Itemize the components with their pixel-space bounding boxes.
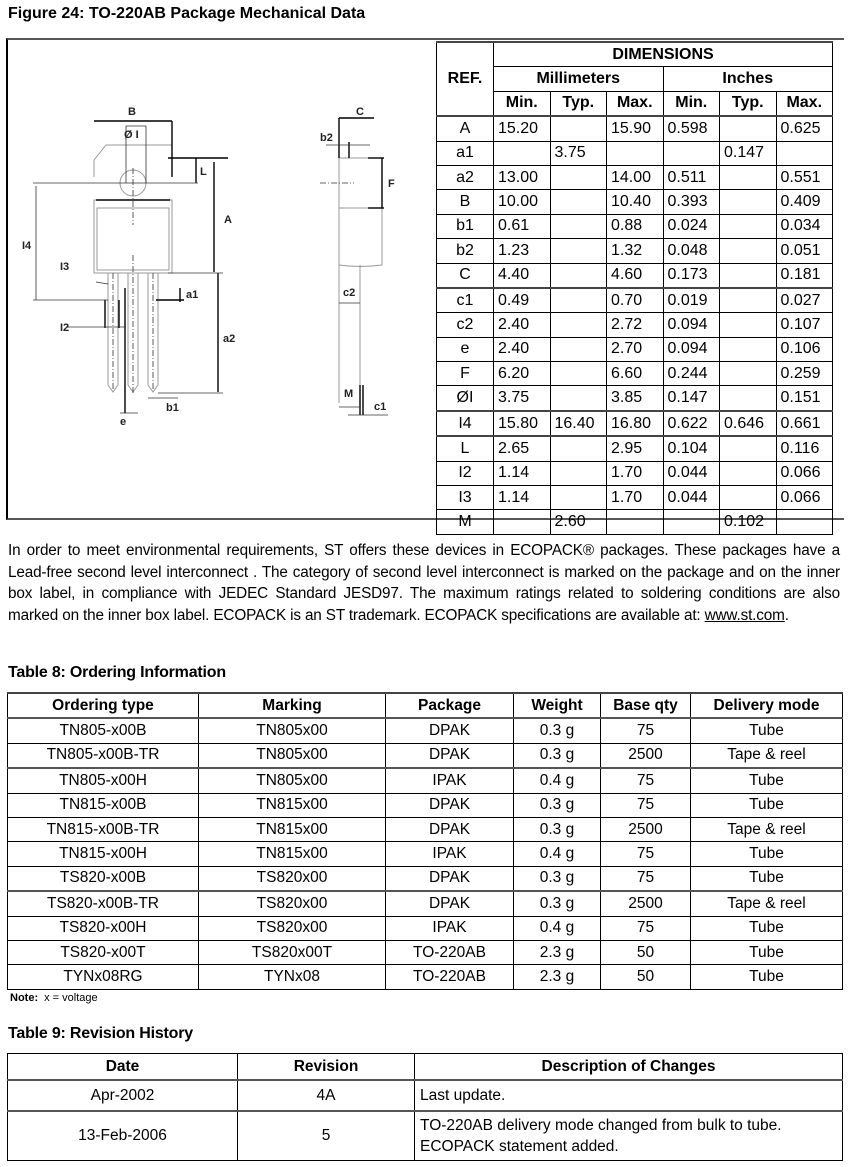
revision-number: 5	[238, 1111, 415, 1161]
dimension-row	[437, 337, 833, 361]
cell-delivery-mode: Tape & reel	[691, 817, 843, 841]
dimension-row	[437, 165, 833, 189]
cell-weight: 0.4 g	[514, 768, 601, 793]
cell-weight: 0.4 g	[514, 842, 601, 866]
dimension-ref: L	[437, 436, 494, 461]
dimension-ref: b1	[437, 214, 494, 238]
dimension-ref: c1	[437, 288, 494, 313]
ecopack-text-end: .	[784, 606, 789, 624]
description-line: TO-220AB delivery mode changed from bulk to tube.	[420, 1117, 782, 1134]
dimension-ref: C	[437, 263, 494, 288]
col-description: Description of Changes	[415, 1054, 843, 1081]
dimension-mm-min: 2.65	[494, 436, 551, 461]
dimension-ref: F	[437, 362, 494, 386]
figure-title: Figure 24: TO-220AB Package Mechanical Data	[8, 5, 366, 22]
revision-row	[8, 1080, 843, 1111]
dimension-in-typ: 0.102	[720, 510, 777, 534]
dimension-in-min: 0.598	[663, 116, 720, 141]
svg-text:a2: a2	[223, 333, 236, 345]
cell-delivery-mode: Tube	[691, 866, 843, 891]
cell-ordering-type: TYNx08RG	[8, 965, 199, 989]
note-text: x = voltage	[44, 992, 98, 1004]
dimension-in-typ	[720, 165, 777, 189]
dimension-row	[437, 190, 833, 214]
dimension-mm-min: 10.00	[494, 190, 551, 214]
dimension-mm-min: 2.40	[494, 337, 551, 361]
dimension-in-typ	[720, 362, 777, 386]
dimension-in-min: 0.048	[663, 239, 720, 263]
dimension-in-typ	[720, 214, 777, 238]
dimension-ref: M	[437, 510, 494, 534]
dimension-in-min: 0.094	[663, 337, 720, 361]
dimension-mm-typ: 16.40	[550, 411, 607, 436]
dimension-mm-max: 6.60	[607, 362, 664, 386]
dimension-in-max: 0.661	[776, 411, 833, 436]
dimension-mm-typ: 2.60	[550, 510, 607, 534]
dimension-row	[437, 288, 833, 313]
svg-text:A: A	[224, 214, 232, 226]
ecopack-text: In order to meet environmental requirements, ST offers these devices in ECOPACK® packages. These packages have a Lead-free second level interconnect . The category of second level interconnect is marked on the package and on the inner box label, in compliance with JEDEC Standard JESD97. The maximum ratings related to soldering conditions are also marked on the inner box label. ECOPACK is an ST trademark. ECOPACK specifications are available at:	[8, 542, 840, 624]
dimension-ref: I2	[437, 461, 494, 485]
dimension-mm-max: 15.90	[607, 116, 664, 141]
dimension-in-typ	[720, 461, 777, 485]
dimension-mm-min: 1.14	[494, 461, 551, 485]
cell-package: IPAK	[386, 842, 514, 866]
description-line: Last update.	[420, 1087, 506, 1104]
dimension-mm-min: 0.61	[494, 214, 551, 238]
dimension-mm-max: 4.60	[607, 263, 664, 288]
cell-base-qty: 50	[601, 940, 691, 964]
svg-text:e: e	[120, 416, 127, 428]
dimension-mm-min	[494, 510, 551, 534]
cell-ordering-type: TN815-x00B-TR	[8, 817, 199, 841]
dimension-in-max: 0.151	[776, 386, 833, 411]
dimension-ref: I4	[437, 411, 494, 436]
subheader-in-typ: Typ.	[720, 91, 777, 116]
dimension-mm-typ	[550, 190, 607, 214]
dimension-in-typ	[720, 486, 777, 510]
dimension-mm-max: 1.70	[607, 461, 664, 485]
dimension-mm-min	[494, 141, 551, 165]
col-weight: Weight	[514, 693, 601, 718]
cell-base-qty: 75	[601, 718, 691, 743]
dimension-in-min: 0.094	[663, 313, 720, 337]
dimension-in-typ	[720, 386, 777, 411]
dimension-in-min: 0.024	[663, 214, 720, 238]
cell-marking: TS820x00	[199, 891, 386, 916]
dimension-mm-max: 2.95	[607, 436, 664, 461]
header-millimeters: Millimeters	[494, 67, 664, 91]
svg-text:I3: I3	[60, 261, 70, 273]
dimension-in-max	[776, 141, 833, 165]
cell-marking: TN815x00	[199, 842, 386, 866]
dimension-in-max: 0.027	[776, 288, 833, 313]
svg-text:I4: I4	[22, 240, 32, 252]
cell-ordering-type: TS820-x00B-TR	[8, 891, 199, 916]
cell-ordering-type: TN815-x00H	[8, 842, 199, 866]
dimension-ref: I3	[437, 486, 494, 510]
cell-base-qty: 75	[601, 866, 691, 891]
dimension-in-max: 0.116	[776, 436, 833, 461]
subheader-in-min: Min.	[663, 91, 720, 116]
cell-ordering-type: TS820-x00B	[8, 866, 199, 891]
cell-base-qty: 75	[601, 842, 691, 866]
ordering-row	[8, 718, 843, 743]
dimension-mm-typ	[550, 386, 607, 411]
revision-body	[8, 1080, 843, 1161]
dimension-mm-min: 13.00	[494, 165, 551, 189]
dimension-in-typ	[720, 313, 777, 337]
dimension-in-min: 0.393	[663, 190, 720, 214]
label-OI: Ø I	[124, 129, 139, 141]
cell-weight: 0.3 g	[514, 866, 601, 891]
col-delivery-mode: Delivery mode	[691, 693, 843, 718]
dimension-mm-typ	[550, 313, 607, 337]
cell-package: IPAK	[386, 768, 514, 793]
ordering-row	[8, 842, 843, 866]
cell-marking: TN805x00	[199, 718, 386, 743]
ordering-row	[8, 743, 843, 768]
col-revision: Revision	[238, 1054, 415, 1081]
dimension-in-min: 0.622	[663, 411, 720, 436]
dimension-mm-max: 3.85	[607, 386, 664, 411]
dimension-mm-max: 0.88	[607, 214, 664, 238]
dimension-in-min: 0.044	[663, 486, 720, 510]
dimensions-table	[436, 41, 833, 535]
dimension-row	[437, 239, 833, 263]
dimension-in-max: 0.066	[776, 461, 833, 485]
dimension-in-max: 0.551	[776, 165, 833, 189]
cell-ordering-type: TS820-x00H	[8, 916, 199, 940]
cell-package: DPAK	[386, 817, 514, 841]
svg-text:I2: I2	[60, 322, 70, 334]
cell-package: IPAK	[386, 916, 514, 940]
dimension-in-max: 0.409	[776, 190, 833, 214]
col-date: Date	[8, 1054, 238, 1081]
svg-text:a1: a1	[186, 289, 199, 301]
subheader-mm-min: Min.	[494, 91, 551, 116]
dimension-ref: e	[437, 337, 494, 361]
dimension-mm-typ	[550, 288, 607, 313]
dimension-in-max: 0.181	[776, 263, 833, 288]
dimension-row	[437, 263, 833, 288]
dimension-ref: A	[437, 116, 494, 141]
dimension-in-min: 0.104	[663, 436, 720, 461]
subheader-mm-max: Max.	[607, 91, 664, 116]
dimension-row	[437, 510, 833, 534]
ordering-table	[7, 692, 843, 990]
dimension-mm-min: 15.80	[494, 411, 551, 436]
dimension-in-min	[663, 510, 720, 534]
subheader-mm-typ: Typ.	[550, 91, 607, 116]
ordering-row	[8, 793, 843, 817]
svg-text:F: F	[388, 178, 395, 190]
cell-base-qty: 2500	[601, 743, 691, 768]
revision-description	[415, 1080, 843, 1111]
dimension-mm-max: 14.00	[607, 165, 664, 189]
dimension-ref: a1	[437, 141, 494, 165]
ordering-row	[8, 817, 843, 841]
cell-delivery-mode: Tube	[691, 940, 843, 964]
ordering-table-title: Table 8: Ordering Information	[8, 664, 226, 681]
dimension-in-min: 0.511	[663, 165, 720, 189]
dimension-in-max: 0.034	[776, 214, 833, 238]
dimension-in-max: 0.107	[776, 313, 833, 337]
cell-base-qty: 75	[601, 768, 691, 793]
revision-date: 13-Feb-2006	[8, 1111, 238, 1161]
dimension-row	[437, 386, 833, 411]
cell-weight: 0.3 g	[514, 743, 601, 768]
cell-ordering-type: TN805-x00B	[8, 718, 199, 743]
dimension-mm-typ	[550, 362, 607, 386]
dimension-mm-max: 0.70	[607, 288, 664, 313]
dimension-mm-max: 2.70	[607, 337, 664, 361]
dimension-row	[437, 116, 833, 141]
cell-weight: 0.4 g	[514, 916, 601, 940]
cell-marking: TN815x00	[199, 793, 386, 817]
cell-package: DPAK	[386, 793, 514, 817]
cell-package: DPAK	[386, 866, 514, 891]
cell-delivery-mode: Tube	[691, 842, 843, 866]
cell-weight: 2.3 g	[514, 940, 601, 964]
cell-marking: TS820x00	[199, 916, 386, 940]
dimension-mm-min: 0.49	[494, 288, 551, 313]
cell-delivery-mode: Tube	[691, 916, 843, 940]
revision-table	[7, 1053, 843, 1161]
dimension-mm-max	[607, 141, 664, 165]
cell-delivery-mode: Tube	[691, 718, 843, 743]
cell-weight: 0.3 g	[514, 718, 601, 743]
ecopack-paragraph	[8, 540, 840, 626]
cell-package: DPAK	[386, 718, 514, 743]
dimension-mm-typ	[550, 239, 607, 263]
dimension-row	[437, 362, 833, 386]
dimension-in-max: 0.625	[776, 116, 833, 141]
cell-package: DPAK	[386, 743, 514, 768]
header-ref: REF.	[437, 42, 494, 116]
dimension-mm-typ	[550, 116, 607, 141]
cell-weight: 0.3 g	[514, 891, 601, 916]
dimension-ref: b2	[437, 239, 494, 263]
dimension-ref: ØI	[437, 386, 494, 411]
dimension-row	[437, 486, 833, 510]
dimension-in-max: 0.066	[776, 486, 833, 510]
cell-delivery-mode: Tube	[691, 965, 843, 989]
cell-marking: TYNx08	[199, 965, 386, 989]
cell-base-qty: 2500	[601, 891, 691, 916]
svg-text:L: L	[200, 166, 207, 178]
dimension-mm-max: 1.32	[607, 239, 664, 263]
cell-delivery-mode: Tube	[691, 768, 843, 793]
label-B: B	[128, 106, 136, 118]
dimension-row	[437, 461, 833, 485]
dimension-mm-typ	[550, 461, 607, 485]
dimension-mm-min: 2.40	[494, 313, 551, 337]
revision-table-title: Table 9: Revision History	[8, 1025, 193, 1042]
cell-delivery-mode: Tape & reel	[691, 891, 843, 916]
dimension-in-max	[776, 510, 833, 534]
dimension-row	[437, 141, 833, 165]
ordering-row	[8, 768, 843, 793]
revision-date: Apr-2002	[8, 1080, 238, 1111]
ordering-row	[8, 916, 843, 940]
cell-ordering-type: TN805-x00B-TR	[8, 743, 199, 768]
cell-marking: TN805x00	[199, 743, 386, 768]
svg-text:M: M	[344, 388, 354, 400]
col-package: Package	[386, 693, 514, 718]
ordering-note	[10, 992, 98, 1004]
dimension-ref: c2	[437, 313, 494, 337]
dimension-in-min: 0.019	[663, 288, 720, 313]
dimension-mm-max: 10.40	[607, 190, 664, 214]
dimension-row	[437, 214, 833, 238]
cell-ordering-type: TS820-x00T	[8, 940, 199, 964]
dimension-ref: B	[437, 190, 494, 214]
dimension-in-typ	[720, 436, 777, 461]
dimension-in-min: 0.147	[663, 386, 720, 411]
st-website-link[interactable]: www.st.com	[704, 606, 785, 624]
svg-text:b1: b1	[166, 402, 179, 414]
cell-base-qty: 2500	[601, 817, 691, 841]
dimension-in-typ	[720, 116, 777, 141]
header-dimensions: DIMENSIONS	[494, 42, 833, 67]
cell-package: DPAK	[386, 891, 514, 916]
dimension-mm-typ	[550, 165, 607, 189]
col-marking: Marking	[199, 693, 386, 718]
description-line: ECOPACK statement added.	[420, 1138, 619, 1155]
cell-base-qty: 75	[601, 916, 691, 940]
cell-ordering-type: TN805-x00H	[8, 768, 199, 793]
note-label: Note:	[10, 992, 39, 1004]
cell-package: TO-220AB	[386, 965, 514, 989]
dimension-in-max: 0.259	[776, 362, 833, 386]
subheader-in-max: Max.	[776, 91, 833, 116]
package-drawing	[8, 40, 433, 518]
dimension-in-typ	[720, 239, 777, 263]
dimension-in-min: 0.244	[663, 362, 720, 386]
dimension-mm-min: 4.40	[494, 263, 551, 288]
dimension-in-typ	[720, 288, 777, 313]
dimension-mm-min: 3.75	[494, 386, 551, 411]
dimension-in-typ	[720, 263, 777, 288]
dimension-in-typ: 0.646	[720, 411, 777, 436]
dimension-ref: a2	[437, 165, 494, 189]
ordering-row	[8, 891, 843, 916]
cell-marking: TS820x00	[199, 866, 386, 891]
dimension-mm-max: 2.72	[607, 313, 664, 337]
revision-description	[415, 1111, 843, 1161]
cell-marking: TN815x00	[199, 817, 386, 841]
ordering-row	[8, 940, 843, 964]
dimension-mm-typ	[550, 263, 607, 288]
dimension-in-max: 0.106	[776, 337, 833, 361]
dimension-mm-typ	[550, 214, 607, 238]
cell-marking: TN805x00	[199, 768, 386, 793]
dimension-row	[437, 313, 833, 337]
svg-text:b2: b2	[320, 132, 333, 144]
dimension-mm-typ: 3.75	[550, 141, 607, 165]
cell-weight: 2.3 g	[514, 965, 601, 989]
col-base-qty: Base qty	[601, 693, 691, 718]
dimension-in-min: 0.044	[663, 461, 720, 485]
dimension-in-max: 0.051	[776, 239, 833, 263]
ordering-body	[8, 718, 843, 989]
dimension-mm-typ	[550, 486, 607, 510]
dimensions-body	[437, 116, 833, 534]
cell-delivery-mode: Tape & reel	[691, 743, 843, 768]
dimension-row	[437, 411, 833, 436]
dimension-mm-typ	[550, 436, 607, 461]
svg-text:c2: c2	[343, 287, 356, 299]
dimension-mm-min: 1.14	[494, 486, 551, 510]
ordering-row	[8, 866, 843, 891]
cell-weight: 0.3 g	[514, 793, 601, 817]
cell-marking: TS820x00T	[199, 940, 386, 964]
svg-text:c1: c1	[374, 401, 387, 413]
revision-row	[8, 1111, 843, 1161]
dimension-mm-max: 1.70	[607, 486, 664, 510]
col-ordering-type: Ordering type	[8, 693, 199, 718]
cell-weight: 0.3 g	[514, 817, 601, 841]
dimension-in-typ: 0.147	[720, 141, 777, 165]
dimension-mm-min: 1.23	[494, 239, 551, 263]
dimension-in-min: 0.173	[663, 263, 720, 288]
cell-package: TO-220AB	[386, 940, 514, 964]
dimension-mm-min: 6.20	[494, 362, 551, 386]
cell-base-qty: 75	[601, 793, 691, 817]
dimension-mm-typ	[550, 337, 607, 361]
header-inches: Inches	[663, 67, 833, 91]
revision-number: 4A	[238, 1080, 415, 1111]
ordering-row	[8, 965, 843, 989]
dimension-row	[437, 436, 833, 461]
dimension-in-min	[663, 141, 720, 165]
dimension-mm-min: 15.20	[494, 116, 551, 141]
dimension-mm-max: 16.80	[607, 411, 664, 436]
cell-base-qty: 50	[601, 965, 691, 989]
dimension-in-typ	[720, 337, 777, 361]
dimension-mm-max	[607, 510, 664, 534]
cell-delivery-mode: Tube	[691, 793, 843, 817]
cell-ordering-type: TN815-x00B	[8, 793, 199, 817]
svg-text:C: C	[356, 106, 364, 118]
dimension-in-typ	[720, 190, 777, 214]
